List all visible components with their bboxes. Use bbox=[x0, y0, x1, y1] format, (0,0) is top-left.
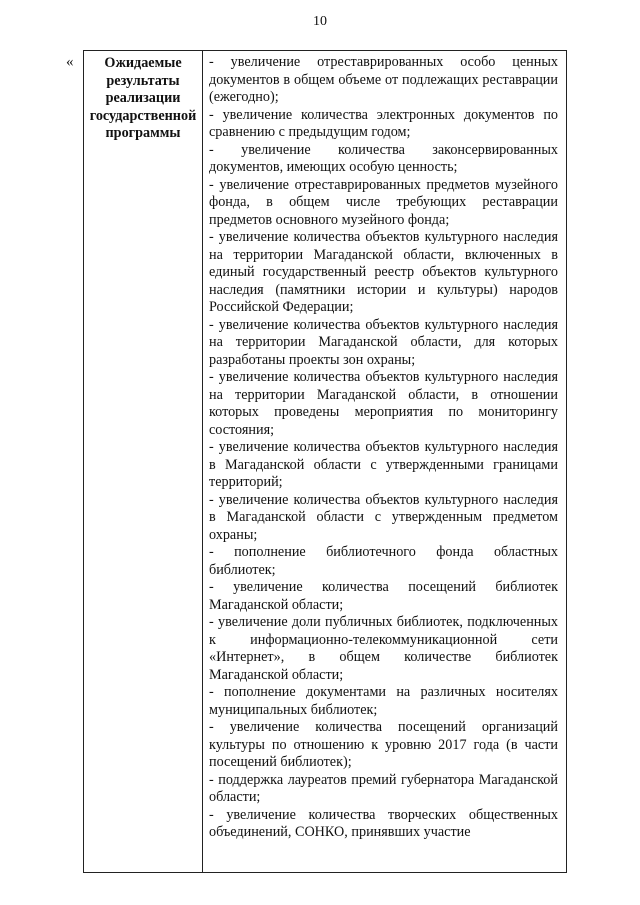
label-cell bbox=[84, 51, 203, 873]
page-number: 10 bbox=[313, 14, 327, 29]
list-item: - увеличение отреставрированных предметов музейного фонда, в общем числе требующих реставрации предметов основного музейного фонда; bbox=[209, 176, 558, 228]
list-item: - поддержка лауреатов премий губернатора Магаданской области; bbox=[209, 771, 558, 805]
table-row bbox=[84, 51, 567, 873]
list-item: - увеличение количества творческих общественных объединений, СОНКО, принявших участие bbox=[209, 806, 558, 840]
program-table bbox=[83, 50, 567, 873]
list-item: - увеличение количества посещений библиотек Магаданской области; bbox=[209, 579, 558, 613]
list-item: - увеличение количества объектов культурного наследия в Магаданской области с утвержденными границами территорий; bbox=[209, 439, 558, 490]
list-item: - пополнение документами на различных носителях муниципальных библиотек; bbox=[209, 684, 558, 718]
list-item: - увеличение количества объектов культурного наследия на территории Магаданской области, включенных в единый государственный реестр объектов культурного наследия (памятники истории и культуры) народов Российской Федерации; bbox=[209, 229, 558, 315]
list-item: - увеличение количества посещений организаций культуры по отношению к уровню 2017 года (в части посещений библиотек); bbox=[209, 719, 558, 770]
list-item: - увеличение количества объектов культурного наследия на территории Магаданской области, в отношении которых проведены мероприятия по мониторингу состояния; bbox=[209, 369, 558, 438]
list-item: - увеличение количества объектов культурного наследия на территории Магаданской области, для которых разработаны проекты зон охраны; bbox=[209, 316, 558, 368]
list-item: - увеличение количества объектов культурного наследия в Магаданской области с утвержденным предметом охраны; bbox=[209, 491, 558, 543]
row-label: Ожидаемые результаты реализации государственной программы bbox=[89, 55, 197, 141]
list-item: - увеличение отреставрированных особо ценных документов в общем объеме от подлежащих реставрации (ежегодно); bbox=[209, 54, 558, 105]
content-cell bbox=[203, 51, 567, 873]
list-item: - увеличение доли публичных библиотек, подключенных к информационно-телекоммуникационной сети «Интернет», в общем количестве библиотек Магаданской области; bbox=[209, 614, 558, 683]
opening-quote-mark: « bbox=[66, 54, 74, 70]
list-item: - увеличение количества электронных документов по сравнению с предыдущим годом; bbox=[209, 106, 558, 140]
list-item: - пополнение библиотечного фонда областных библиотек; bbox=[209, 544, 558, 578]
list-item: - увеличение количества законсервированных документов, имеющих особую ценность; bbox=[209, 141, 558, 175]
